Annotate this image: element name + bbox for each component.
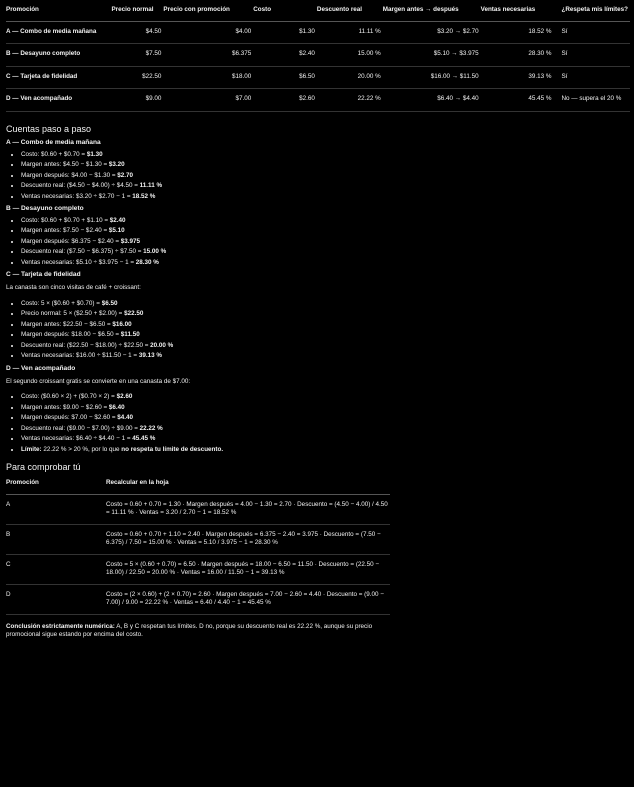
step-result: $3.975: [120, 237, 141, 245]
table-cell: $4.50: [111, 21, 163, 44]
section-title: B — Desayuno completo: [6, 205, 84, 213]
table-row: [6, 524, 390, 554]
step-formula: Margen antes: $4.50 − $1.30 =: [21, 161, 109, 169]
step-result: $4.40: [117, 414, 134, 422]
check-formula: Costo = (2 × 0.60) + (2 × 0.70) = 2.60 · Margen después = 7.00 − 2.60 = 4.40 · Descuento = (9.00 − 7.00) / 9.00 = 22.22 % · Ventas = 6.40 / 4.40 − 1 = 45.45 %: [106, 584, 390, 614]
table-cell: $6.375: [163, 44, 253, 67]
table-cell: 45.45 %: [481, 89, 554, 112]
header-promo-price: Precio con promoción: [163, 5, 253, 21]
section-title: D — Ven acompañado: [6, 364, 76, 372]
section-intro: El segundo croissant gratis se convierte en una canasta de $7.00:: [6, 377, 191, 385]
step-result: $3.20: [108, 161, 125, 169]
section-title: C — Tarjeta de fidelidad: [6, 271, 81, 279]
step-formula: Ventas necesarias: $5.10 ÷ $3.975 − 1 =: [21, 258, 136, 266]
step-result: $11.50: [120, 331, 140, 339]
table-cell: $4.00: [163, 21, 253, 44]
header-sales-needed: Ventas necesarias: [481, 5, 554, 21]
list-item: [21, 403, 628, 414]
step-formula: Margen antes: $7.50 − $2.40 =: [21, 227, 109, 235]
table-cell: 20.00 %: [317, 66, 383, 89]
check-table: [6, 477, 390, 615]
list-item: [21, 181, 628, 192]
check-body: [6, 494, 390, 614]
check-formula: Costo = 0.60 + 0.70 = 1.30 · Margen después = 4.00 − 1.30 = 2.70 · Descuento = (4.50 − 4.00) / 4.50 = 11.11 % · Ventas = 3.20 / 2.70 − 1 = 18.52 %: [106, 494, 390, 524]
table-cell: 28.30 %: [481, 44, 554, 67]
step-formula: Margen después: $18.00 − $6.50 =: [21, 331, 121, 339]
step-result: 39.13 %: [138, 352, 162, 360]
summary-table: [6, 5, 630, 112]
step-formula: Costo: ($0.60 × 2) + ($0.70 × 2) =: [21, 393, 117, 401]
check-promo: B: [6, 524, 106, 554]
table-cell: D — Ven acompañado: [6, 89, 111, 112]
step-formula: Margen después: $7.00 − $2.60 =: [21, 414, 118, 422]
list-item: [21, 247, 628, 258]
step-formula: Descuento real: ($9.00 − $7.00) ÷ $9.00 =: [21, 424, 140, 432]
step-formula: Costo: $0.60 + $0.70 =: [21, 150, 87, 158]
step-formula: Margen antes: $9.00 − $2.60 =: [21, 403, 109, 411]
table-cell: 39.13 %: [481, 66, 554, 89]
step-result: 15.00 %: [143, 248, 167, 256]
step-result: $22.50: [124, 310, 144, 318]
list-item: [21, 392, 628, 403]
step-result: $2.40: [109, 216, 126, 224]
step-result: $16.00: [112, 320, 132, 328]
step-result: $5.10: [108, 227, 125, 235]
table-cell: $7.50: [111, 44, 163, 67]
list-item: [21, 351, 628, 362]
step-list: [6, 299, 628, 362]
limit-label: Límite:: [21, 445, 42, 453]
step-formula: Ventas necesarias: $16.00 ÷ $11.50 − 1 =: [21, 352, 139, 360]
table-cell: $2.60: [253, 89, 317, 112]
check-promo: C: [6, 554, 106, 584]
check-title: Para comprobar tú: [6, 462, 81, 473]
step-formula: Margen después: $4.00 − $1.30 =: [21, 171, 118, 179]
table-cell: $2.40: [253, 44, 317, 67]
step-result: $2.70: [117, 171, 134, 179]
limit-item: [21, 445, 628, 456]
table-cell: $5.10 → $3.975: [383, 44, 481, 67]
step-formula: Descuento real: ($7.50 − $6.375) ÷ $7.50 =: [21, 248, 144, 256]
table-row: [6, 584, 390, 614]
step-formula: Costo: $0.60 + $0.70 + $1.10 =: [21, 216, 110, 224]
summary-body: [6, 21, 630, 111]
conclusion-label: Conclusión estrictamente numérica:: [6, 622, 115, 630]
list-item: [21, 330, 628, 341]
table-cell: 11.11 %: [317, 21, 383, 44]
section-title: A — Combo de media mañana: [6, 138, 101, 146]
step-formula: Ventas necesarias: $3.20 ÷ $2.70 − 1 =: [21, 192, 133, 200]
step-formula: Margen antes: $22.50 − $6.50 =: [21, 320, 113, 328]
list-item: [21, 216, 628, 227]
header-cost: Costo: [253, 5, 317, 21]
steps-sections: [6, 139, 628, 456]
table-cell: No — supera el 20 %: [554, 89, 631, 112]
table-cell: Sí: [554, 44, 631, 67]
table-cell: 18.52 %: [481, 21, 554, 44]
header-margin: Margen antes → después: [383, 5, 481, 21]
header-normal-price: Precio normal: [111, 5, 163, 21]
list-item: [21, 413, 628, 424]
check-formula: Costo = 0.60 + 0.70 + 1.10 = 2.40 · Margen después = 6.375 − 2.40 = 3.975 · Descuento = (7.50 − 6.375) / 7.50 = 15.00 % · Ventas = 5.10 / 3.975 − 1 = 28.30 %: [106, 524, 390, 554]
table-cell: C — Tarjeta de fidelidad: [6, 66, 111, 89]
step-result: 11.11 %: [139, 182, 163, 190]
list-item: [21, 299, 628, 310]
table-row: [6, 554, 390, 584]
step-result: $1.30: [86, 150, 103, 158]
table-cell: $18.00: [163, 66, 253, 89]
list-item: [21, 150, 628, 161]
table-cell: A — Combo de media mañana: [6, 21, 111, 44]
table-row: [6, 494, 390, 524]
list-item: [21, 424, 628, 435]
list-item: [21, 309, 628, 320]
step-formula: Costo: 5 × ($0.60 + $0.70) =: [21, 299, 102, 307]
table-cell: B — Desayuno completo: [6, 44, 111, 67]
step-result: $6.40: [108, 403, 125, 411]
steps-title: Cuentas paso a paso: [6, 123, 92, 134]
table-row: [6, 21, 630, 44]
step-list: [6, 216, 628, 269]
list-item: [21, 341, 628, 352]
step-list: [6, 150, 628, 203]
list-item: [21, 160, 628, 171]
step-formula: Ventas necesarias: $6.40 ÷ $4.40 − 1 =: [21, 435, 133, 443]
list-item: [21, 434, 628, 445]
table-cell: $1.30: [253, 21, 317, 44]
step-result: 28.30 %: [135, 258, 159, 266]
table-cell: Sí: [554, 21, 631, 44]
table-row: [6, 44, 630, 67]
table-cell: 22.22 %: [317, 89, 383, 112]
list-item: [21, 237, 628, 248]
section-intro: La canasta son cinco visitas de café + croissant:: [6, 284, 141, 292]
summary-header-row: [6, 5, 630, 21]
step-result: 45.45 %: [132, 435, 156, 443]
conclusion-text: A, B y C respetan tus límites. D no, porque su descuento real es 22.22 %, aunque su precio promocional sigue estando por encima del costo.: [6, 622, 373, 639]
step-result: 18.52 %: [132, 192, 156, 200]
step-formula: Margen después: $6.375 − $2.40 =: [21, 237, 121, 245]
check-formula: Costo = 5 × (0.60 + 0.70) = 6.50 · Margen después = 18.00 − 6.50 = 11.50 · Descuento = (22.50 − 18.00) / 22.50 = 20.00 % · Ventas = 16.00 / 11.50 − 1 = 39.13 %: [106, 554, 390, 584]
table-cell: $9.00: [111, 89, 163, 112]
conclusion: [6, 623, 386, 640]
list-item: [21, 192, 628, 203]
step-result: 20.00 %: [150, 341, 174, 349]
limit-text: 22.22 % > 20 %, por lo que: [41, 445, 122, 453]
step-result: $6.50: [101, 299, 118, 307]
check-header-row: [6, 477, 390, 494]
table-row: [6, 89, 630, 112]
check-promo: A: [6, 494, 106, 524]
header-real-discount: Descuento real: [317, 5, 383, 21]
check-header-promo: Promoción: [6, 477, 106, 494]
check-promo: D: [6, 584, 106, 614]
table-cell: $22.50: [111, 66, 163, 89]
check-header-recalc: Recalcular en la hoja: [106, 477, 390, 494]
step-list: [6, 392, 628, 455]
list-item: [21, 226, 628, 237]
step-formula: Descuento real: ($22.50 − $18.00) ÷ $22.50 =: [21, 341, 151, 349]
step-formula: Descuento real: ($4.50 − $4.00) ÷ $4.50 =: [21, 182, 140, 190]
header-limits: ¿Respeta mis límites?: [554, 5, 631, 21]
table-cell: 15.00 %: [317, 44, 383, 67]
table-cell: Sí: [554, 66, 631, 89]
list-item: [21, 320, 628, 331]
step-result: 22.22 %: [139, 424, 163, 432]
table-cell: $6.40 → $4.40: [383, 89, 481, 112]
header-promo: Promoción: [6, 5, 111, 21]
table-row: [6, 66, 630, 89]
list-item: [21, 171, 628, 182]
list-item: [21, 258, 628, 269]
table-cell: $3.20 → $2.70: [383, 21, 481, 44]
step-formula: Precio normal: 5 × ($2.50 + $2.00) =: [21, 310, 125, 318]
table-cell: $7.00: [163, 89, 253, 112]
limit-verdict: no respeta tu límite de descuento.: [121, 445, 224, 453]
table-cell: $6.50: [253, 66, 317, 89]
table-cell: $16.00 → $11.50: [383, 66, 481, 89]
step-result: $2.60: [116, 393, 133, 401]
